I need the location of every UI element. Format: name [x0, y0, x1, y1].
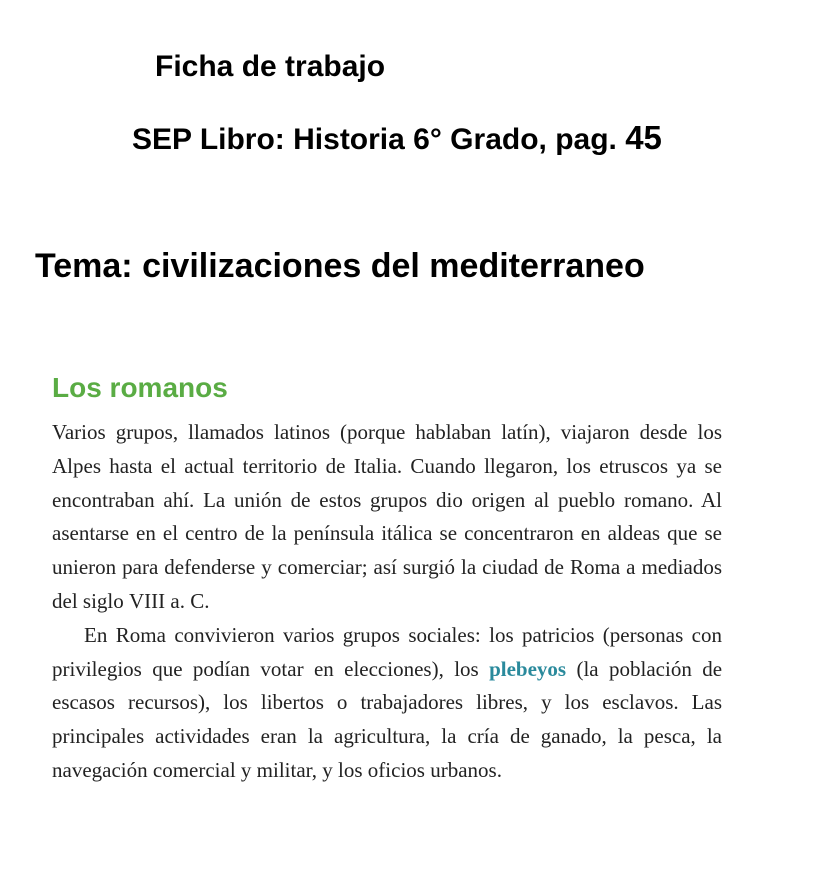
section-heading: Los romanos	[52, 372, 228, 403]
topic-title: Tema: civilizaciones del mediterraneo	[35, 247, 645, 285]
book-reference	[132, 118, 662, 160]
paragraph-2	[52, 619, 722, 788]
book-excerpt	[52, 370, 722, 788]
keyword-plebeyos: plebeyos	[489, 656, 567, 681]
page-number: 45	[625, 119, 662, 156]
century-numeral: VIII	[129, 588, 166, 613]
worksheet-title: Ficha de trabajo	[155, 50, 386, 83]
paragraph-2-end: (la población de escasos recursos), los libertos o trabajadores libres, y los esclavos. Las principales actividades eran la agricultura, la cría de ganado, la pesca, la navegación comercial y militar, y los oficios urbanos.	[52, 656, 723, 782]
paragraph-1-end: a. C.	[165, 588, 210, 613]
paragraph-2-start: En Roma convivieron varios grupos sociales: los patricios (personas con privilegios que podían votar en elecciones), los	[52, 622, 722, 681]
paragraph-1-text: Varios grupos, llamados latinos (porque hablaban latín), viajaron desde los Alpes hasta el actual territorio de Italia. Cuando llegaron, los etruscos ya se encontraban ahí. La unión de estos grupos dio origen al pueblo romano. Al asentarse en el centro de la península itálica se concentraron en aldeas que se unieron para defenderse y comerciar; así surgió la ciudad de Roma a mediados del siglo	[52, 420, 722, 613]
book-reference-text: SEP Libro: Historia 6° Grado, pag.	[132, 123, 626, 156]
paragraph-1	[52, 416, 722, 619]
